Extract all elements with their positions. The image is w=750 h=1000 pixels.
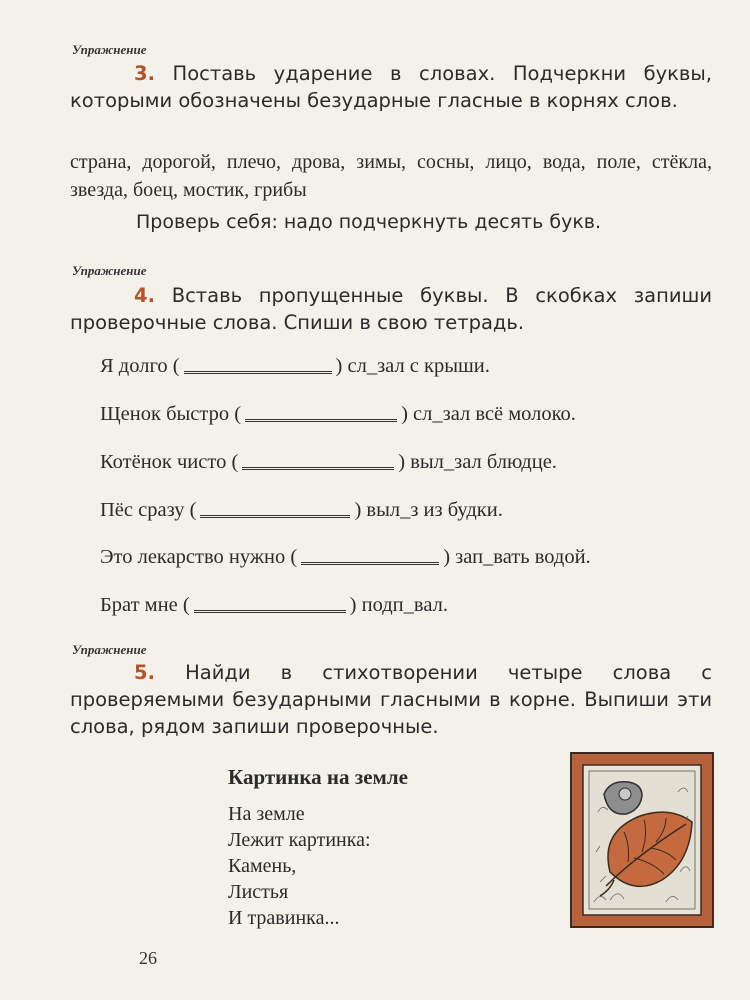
row-text-after: ) сл_зал всё молоко. <box>401 403 576 425</box>
exercise-5-text: Найди в стихотворении четыре слова с проверяемыми безударными гласными в корне. Выпиши эти слова, рядом запиши проверочные. <box>70 661 712 738</box>
row-text-after: ) зап_вать водой. <box>443 546 591 568</box>
row-text-before: Брат мне ( <box>100 594 190 616</box>
poem-line: На земле <box>228 803 305 825</box>
page-number: 26 <box>139 948 157 968</box>
answer-blank[interactable] <box>194 590 346 613</box>
answer-blank[interactable] <box>200 495 350 518</box>
row-text-before: Щенок быстро ( <box>100 403 242 425</box>
poem-title: Картинка на земле <box>228 765 408 789</box>
exercise-4-row <box>100 588 448 617</box>
row-text-after: ) выл_з из будки. <box>354 499 503 521</box>
row-text-after: ) сл_зал с крыши. <box>335 355 490 377</box>
answer-blank[interactable] <box>245 399 397 422</box>
poem-line: Камень, <box>228 855 297 877</box>
exercise-4-row <box>100 540 591 569</box>
exercise-3-check: Проверь себя: надо подчеркнуть десять букв. <box>136 211 602 233</box>
answer-blank[interactable] <box>242 447 394 470</box>
exercise-3-task <box>70 60 712 114</box>
poem-line: Лежит картинка: <box>228 829 371 851</box>
poem-line: И травинка... <box>228 907 340 929</box>
exercise-4-task <box>70 282 712 336</box>
poem-line: Листья <box>228 881 289 903</box>
framed-leaf-picture <box>570 752 714 928</box>
exercise-label: Упражнение <box>72 642 147 657</box>
exercise-4-row <box>100 445 557 474</box>
exercise-4-text: Вставь пропущенные буквы. В скобках запиши проверочные слова. Спиши в свою тетрадь. <box>70 284 713 334</box>
row-text-after: ) выл_зал блюдце. <box>398 451 557 473</box>
row-text-before: Котёнок чисто ( <box>100 451 239 473</box>
row-text-after: ) подп_вал. <box>349 594 448 616</box>
poem <box>228 801 371 931</box>
row-text-before: Пёс сразу ( <box>100 499 197 521</box>
exercise-5-task <box>70 659 712 740</box>
exercise-4-row <box>100 397 576 426</box>
exercise-3-text: Поставь ударение в словах. Подчеркни буквы, которыми обозначены безударные гласные в корнях слов. <box>70 62 712 112</box>
exercise-4-row <box>100 493 503 522</box>
exercise-3-number: 3. <box>134 62 155 85</box>
exercise-label: Упражнение <box>72 42 147 57</box>
answer-blank[interactable] <box>301 542 439 565</box>
exercise-4-row <box>100 349 490 378</box>
exercise-3-words: страна, дорогой, плечо, дрова, зимы, сосны, лицо, вода, поле, стёкла, звезда, боец, мостик, грибы <box>70 151 712 201</box>
row-text-before: Это лекарство нужно ( <box>100 546 298 568</box>
row-text-before: Я долго ( <box>100 355 180 377</box>
answer-blank[interactable] <box>184 351 332 374</box>
exercise-5-number: 5. <box>134 661 155 684</box>
exercise-label: Упражнение <box>72 263 147 278</box>
exercise-4-number: 4. <box>134 284 155 307</box>
